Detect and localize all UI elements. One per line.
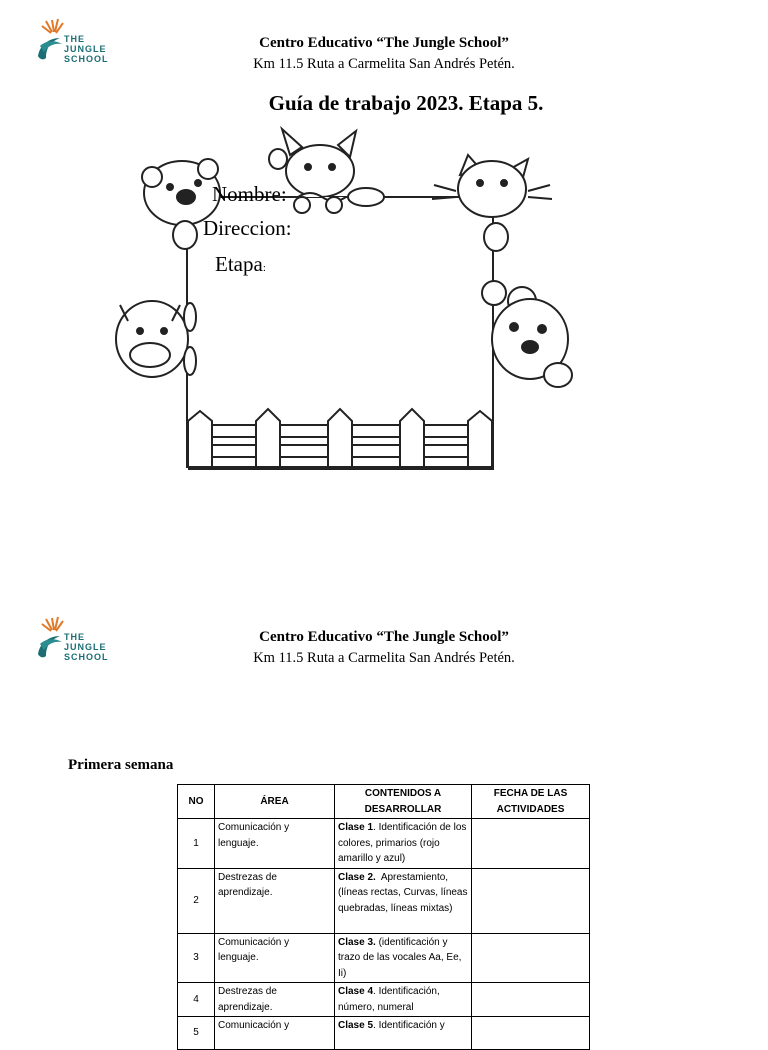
row-no: 1 bbox=[178, 819, 215, 869]
row-area: Comunicación y bbox=[215, 1017, 335, 1050]
animal-frame-illustration bbox=[110, 125, 580, 475]
school-name: Centro Educativo “The Jungle School” bbox=[259, 629, 509, 645]
row-no: 3 bbox=[178, 933, 215, 983]
school-name: Centro Educativo “The Jungle School” bbox=[259, 35, 509, 51]
school-logo bbox=[36, 614, 116, 678]
row-area: Destrezas de aprendizaje. bbox=[215, 983, 335, 1017]
header-fecha: FECHA DE LAS ACTIVIDADES bbox=[472, 785, 590, 819]
table-row bbox=[178, 819, 590, 869]
table-row bbox=[178, 1017, 590, 1050]
row-content: Clase 1. Identificación de los colores, primarios (rojo amarillo y azul) bbox=[335, 819, 472, 869]
row-content: Clase 4. Identificación, número, numeral bbox=[335, 983, 472, 1017]
guide-title: Guía de trabajo 2023. Etapa 5. bbox=[268, 91, 544, 115]
school-address: Km 11.5 Ruta a Carmelita San Andrés Petén. bbox=[253, 56, 515, 72]
row-fecha bbox=[472, 819, 590, 869]
row-fecha bbox=[472, 983, 590, 1017]
row-area: Comunicación y lenguaje. bbox=[215, 933, 335, 983]
table-row bbox=[178, 933, 590, 983]
logo-text: THE JUNGLE SCHOOL bbox=[64, 34, 109, 64]
row-content: Clase 2. Aprestamiento, (líneas rectas, Curvas, líneas quebradas, líneas mixtas) bbox=[335, 868, 472, 933]
etapa-label: Etapa: bbox=[215, 252, 266, 276]
table-header-row bbox=[178, 785, 590, 819]
table-row bbox=[178, 868, 590, 933]
row-no: 4 bbox=[178, 983, 215, 1017]
nombre-label: Nombre: bbox=[212, 182, 287, 206]
activities-table bbox=[177, 784, 590, 1050]
row-fecha bbox=[472, 868, 590, 933]
row-fecha bbox=[472, 933, 590, 983]
school-address: Km 11.5 Ruta a Carmelita San Andrés Petén. bbox=[253, 650, 515, 666]
table-row bbox=[178, 983, 590, 1017]
header-no: NO bbox=[178, 785, 215, 819]
row-content: Clase 3. (identificación y trazo de las vocales Aa, Ee, Ii) bbox=[335, 933, 472, 983]
row-area: Destrezas de aprendizaje. bbox=[215, 868, 335, 933]
row-content: Clase 5. Identificación y bbox=[335, 1017, 472, 1050]
row-area: Comunicación y lenguaje. bbox=[215, 819, 335, 869]
header-area: ÁREA bbox=[215, 785, 335, 819]
row-no: 5 bbox=[178, 1017, 215, 1050]
logo-text: THE JUNGLE SCHOOL bbox=[64, 632, 109, 662]
direccion-label: Direccion: bbox=[203, 216, 292, 240]
row-fecha bbox=[472, 1017, 590, 1050]
week-label: Primera semana bbox=[68, 757, 174, 773]
header-contenidos: CONTENIDOS A DESARROLLAR bbox=[335, 785, 472, 819]
row-no: 2 bbox=[178, 868, 215, 933]
